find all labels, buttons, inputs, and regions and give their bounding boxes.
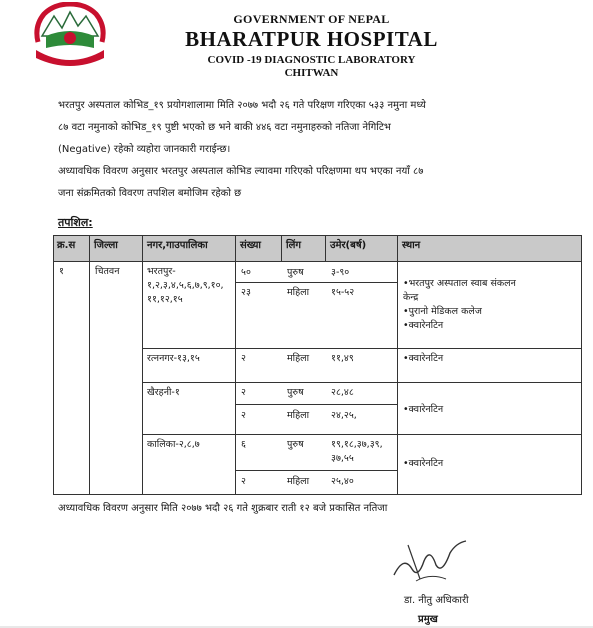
signature — [390, 535, 470, 585]
cell-location-bharatpur: •भरतपुर अस्पताल स्वाब संकलन केन्द्र •पुरानो मेडिकल कलेज •क्वारेनटिन — [403, 278, 516, 331]
footer-note: अध्यावधिक विवरण अनुसार मिति २०७७ भदौ २६ गते शुक्रबार राती १२ बजे प्रकासित नतिजा — [58, 503, 388, 514]
signatory-title: प्रमुख — [418, 614, 438, 625]
cell-sex: महिला — [287, 287, 310, 298]
cell-municipality-bharatpur: भरतपुर- १,२,३,४,५,६,७,९,१०, ११,१२,१५ — [147, 266, 224, 305]
cell-count: २ — [241, 353, 246, 364]
header-location: स्थान — [398, 235, 582, 261]
cell-count: २३ — [241, 287, 251, 298]
update-line-2: जना संक्रमितको विवरण तपशिल बमोजिम रहेको छ — [58, 188, 242, 199]
cell-sex: पुरुष — [287, 267, 304, 278]
cell-count: २ — [241, 476, 246, 487]
header-sex: लिंग — [282, 235, 325, 261]
cell-age: १९,१८,३७,३९, ३७,५५ — [331, 439, 383, 464]
cell-location-kalika: •क्वारेनटिन — [403, 458, 444, 469]
cell-count: ५० — [241, 267, 251, 278]
cell-sex: पुरुष — [287, 387, 304, 398]
cell-location-khairahani: •क्वारेनटिन — [403, 404, 444, 415]
government-title: GOVERNMENT OF NEPAL — [233, 12, 390, 26]
signatory-name: डा. नीतु अधिकारी — [404, 595, 469, 606]
intro-line-3: (Negative) रहेको व्यहोरा जानकारी गराईन्छ। — [58, 144, 231, 155]
intro-line-2: ८७ वटा नमुनाको कोभिड_१९ पुष्टी भएको छ भने बाकी ४४६ वटा नमुनाहरुको नतिजा नेगिटिभ — [58, 122, 391, 133]
header-age: उमेर(बर्ष) — [326, 235, 397, 261]
cell-count: २ — [241, 387, 246, 398]
cell-municipality-ratnanagar: रत्ननगर-१३,१५ — [147, 353, 200, 364]
cell-municipality-kalika: कालिका-२,८,७ — [147, 439, 200, 450]
intro-line-1: भरतपुर अस्पताल कोभिड_१९ प्रयोगशालामा मिति २०७७ भदौ २६ गते परिक्षण गरिएका ५३३ नमुना मध्ये — [58, 100, 426, 111]
svg-text:~~~~~~: ~~~~~~ — [59, 56, 81, 61]
header-count: संख्या — [236, 235, 281, 261]
cell-district: चितवन — [95, 266, 120, 277]
intro-paragraph — [58, 95, 528, 161]
cell-municipality-khairahani: खैरहनी-१ — [147, 387, 180, 398]
cell-sex: महिला — [287, 353, 310, 364]
cell-sex: महिला — [287, 476, 310, 487]
header-sn: क्र.स — [53, 235, 89, 261]
cell-count: ६ — [241, 439, 246, 450]
cell-location-ratnanagar: •क्वारेनटिन — [403, 353, 444, 364]
cell-age: १५-५२ — [331, 287, 355, 298]
cell-age: २४,२५, — [331, 410, 357, 421]
cell-count: २ — [241, 410, 246, 421]
city-title: CHITWAN — [284, 67, 339, 79]
update-paragraph — [58, 161, 528, 205]
update-line-1: अध्यावधिक विवरण अनुसार भरतपुर अस्पताल कोभिड ल्यावमा गरिएको परिक्षणमा थप भएका नयाँ ८७ — [58, 166, 424, 177]
cell-sex: पुरुष — [287, 439, 304, 450]
cases-table — [53, 235, 582, 495]
cell-age: ११,४९ — [331, 353, 354, 364]
details-heading: तपशिल: — [58, 216, 93, 229]
cell-sn: १ — [59, 266, 64, 277]
lab-title: COVID -19 DIAGNOSTIC LABORATORY — [207, 54, 416, 66]
cell-age: २५,४० — [331, 476, 354, 487]
header-district: जिल्ला — [90, 235, 142, 261]
hospital-title: BHARATPUR HOSPITAL — [185, 27, 438, 51]
cell-sex: महिला — [287, 410, 310, 421]
header-municipality: नगर,गाउपालिका — [143, 235, 235, 261]
cell-age: २८,४८ — [331, 387, 354, 398]
cell-age: ३-९० — [331, 267, 350, 278]
